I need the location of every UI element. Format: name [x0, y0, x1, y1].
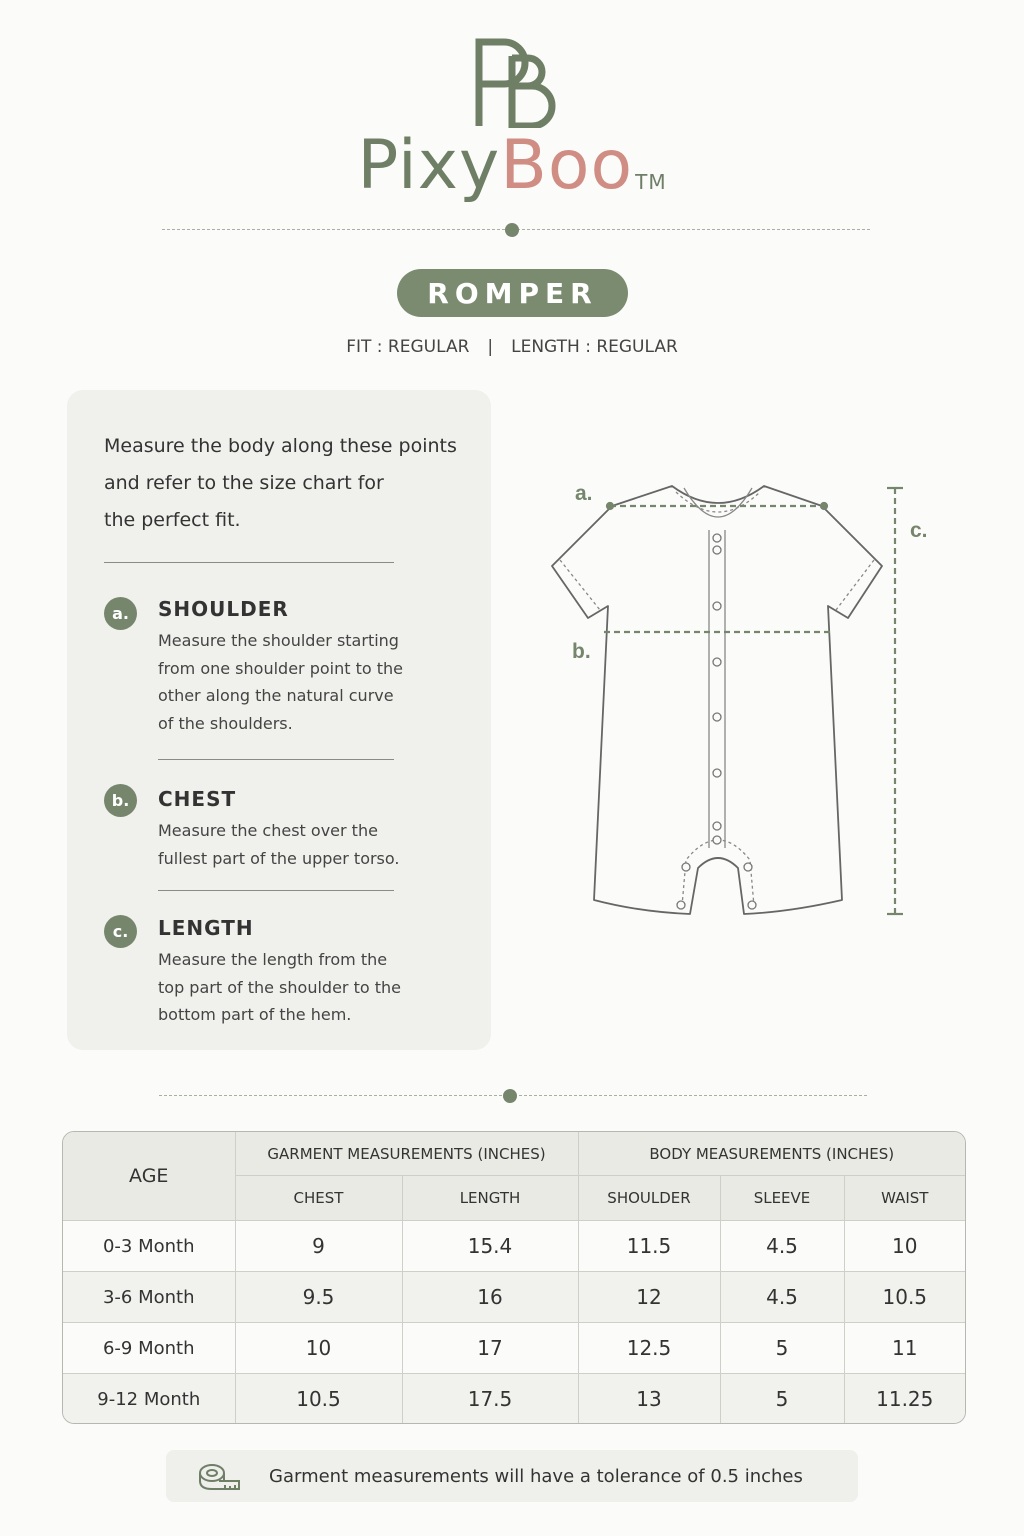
- table-cell: 9.5: [235, 1272, 402, 1323]
- fit-label: FIT : REGULAR: [346, 337, 470, 357]
- snap-button: [682, 863, 690, 871]
- table-cell: 10: [844, 1221, 965, 1272]
- snap-button: [748, 901, 756, 909]
- tolerance-note-text: Garment measurements will have a tolerance of 0.5 inches: [269, 1466, 803, 1487]
- product-type-pill: ROMPER: [397, 269, 628, 317]
- guide-intro: [104, 428, 474, 539]
- table-row: [63, 1272, 965, 1323]
- top-divider-dot: [505, 223, 519, 237]
- table-cell: 4.5: [720, 1221, 844, 1272]
- snap-button: [713, 602, 721, 610]
- age-cell: 0-3 Month: [63, 1221, 235, 1272]
- table-cell: 5: [720, 1374, 844, 1425]
- table-cell: 11.25: [844, 1374, 965, 1425]
- snap-button: [713, 658, 721, 666]
- snap-button: [713, 769, 721, 777]
- table-cell: 12.5: [578, 1323, 720, 1374]
- chest-description: [158, 817, 428, 872]
- snap-button: [713, 836, 721, 844]
- shoulder-title: SHOULDER: [158, 597, 289, 621]
- table-cell: 13: [578, 1374, 720, 1425]
- length-label: LENGTH : REGULAR: [511, 337, 678, 357]
- length-title: LENGTH: [158, 916, 254, 940]
- snap-button: [713, 546, 721, 554]
- column-header-chest: CHEST: [235, 1176, 402, 1221]
- length-description: [158, 946, 428, 1029]
- desc-line: Measure the shoulder starting: [158, 631, 399, 650]
- age-header: AGE: [63, 1132, 235, 1221]
- diagram-label-a: a.: [575, 482, 593, 505]
- desc-line: fullest part of the upper torso.: [158, 848, 400, 868]
- table-cell: 17: [402, 1323, 578, 1374]
- desc-line: bottom part of the hem.: [158, 1005, 352, 1024]
- column-header-shoulder: SHOULDER: [578, 1176, 720, 1221]
- table-cell: 10: [235, 1323, 402, 1374]
- desc-line: from one shoulder point to the: [158, 658, 403, 678]
- size-chart-table: [62, 1131, 966, 1424]
- table-row: [63, 1374, 965, 1425]
- fit-separator: |: [487, 337, 494, 357]
- shoulder-divider: [158, 759, 394, 760]
- age-cell: 3-6 Month: [63, 1272, 235, 1323]
- shoulder-point: [607, 503, 613, 509]
- desc-line: Measure the length from the: [158, 950, 388, 969]
- brand-name: [0, 126, 1024, 206]
- desc-line: top part of the shoulder to the: [158, 977, 401, 997]
- desc-line: of the shoulders.: [158, 713, 293, 733]
- snap-button: [713, 822, 721, 830]
- badge-c: c.: [104, 915, 137, 948]
- table-cell: 9: [235, 1221, 402, 1272]
- brand-name-pixy: Pixy: [357, 126, 501, 205]
- intro-line: the perfect fit.: [104, 509, 241, 531]
- table-cell: 15.4: [402, 1221, 578, 1272]
- diagram-label-c: c.: [910, 519, 928, 542]
- column-header-sleeve: SLEEVE: [720, 1176, 844, 1221]
- intro-divider: [104, 562, 394, 563]
- brand-logo-icon: [470, 36, 560, 128]
- intro-line: Measure the body along these points: [104, 435, 457, 457]
- romper-diagram: [540, 470, 960, 930]
- snap-button: [677, 901, 685, 909]
- badge-b: b.: [104, 784, 137, 817]
- snap-button: [713, 713, 721, 721]
- snap-button: [713, 534, 721, 542]
- desc-line: Measure the chest over the: [158, 821, 378, 840]
- age-cell: 9-12 Month: [63, 1374, 235, 1425]
- table-cell: 11: [844, 1323, 965, 1374]
- table-cell: 5: [720, 1323, 844, 1374]
- column-header-length: LENGTH: [402, 1176, 578, 1221]
- garment-group-header: GARMENT MEASUREMENTS (INCHES): [235, 1132, 578, 1176]
- trademark-symbol: TM: [635, 170, 667, 194]
- chest-divider: [158, 890, 394, 891]
- column-header-waist: WAIST: [844, 1176, 965, 1221]
- fit-info: [0, 337, 1024, 357]
- table-cell: 10.5: [235, 1374, 402, 1425]
- body-group-header: BODY MEASUREMENTS (INCHES): [578, 1132, 965, 1176]
- chest-title: CHEST: [158, 787, 237, 811]
- table-row: [63, 1221, 965, 1272]
- measuring-tape-icon: [197, 1461, 243, 1493]
- table-row: [63, 1323, 965, 1374]
- brand-name-boo: Boo: [500, 126, 634, 205]
- badge-a: a.: [104, 597, 137, 630]
- table-cell: 16: [402, 1272, 578, 1323]
- shoulder-description: [158, 627, 428, 737]
- table-cell: 4.5: [720, 1272, 844, 1323]
- table-cell: 12: [578, 1272, 720, 1323]
- table-cell: 10.5: [844, 1272, 965, 1323]
- middle-divider-dot: [503, 1089, 517, 1103]
- age-cell: 6-9 Month: [63, 1323, 235, 1374]
- intro-line: and refer to the size chart for: [104, 472, 384, 494]
- table-cell: 11.5: [578, 1221, 720, 1272]
- snap-button: [744, 863, 752, 871]
- diagram-label-b: b.: [572, 640, 591, 663]
- shoulder-point: [821, 503, 827, 509]
- table-cell: 17.5: [402, 1374, 578, 1425]
- desc-line: other along the natural curve: [158, 686, 394, 705]
